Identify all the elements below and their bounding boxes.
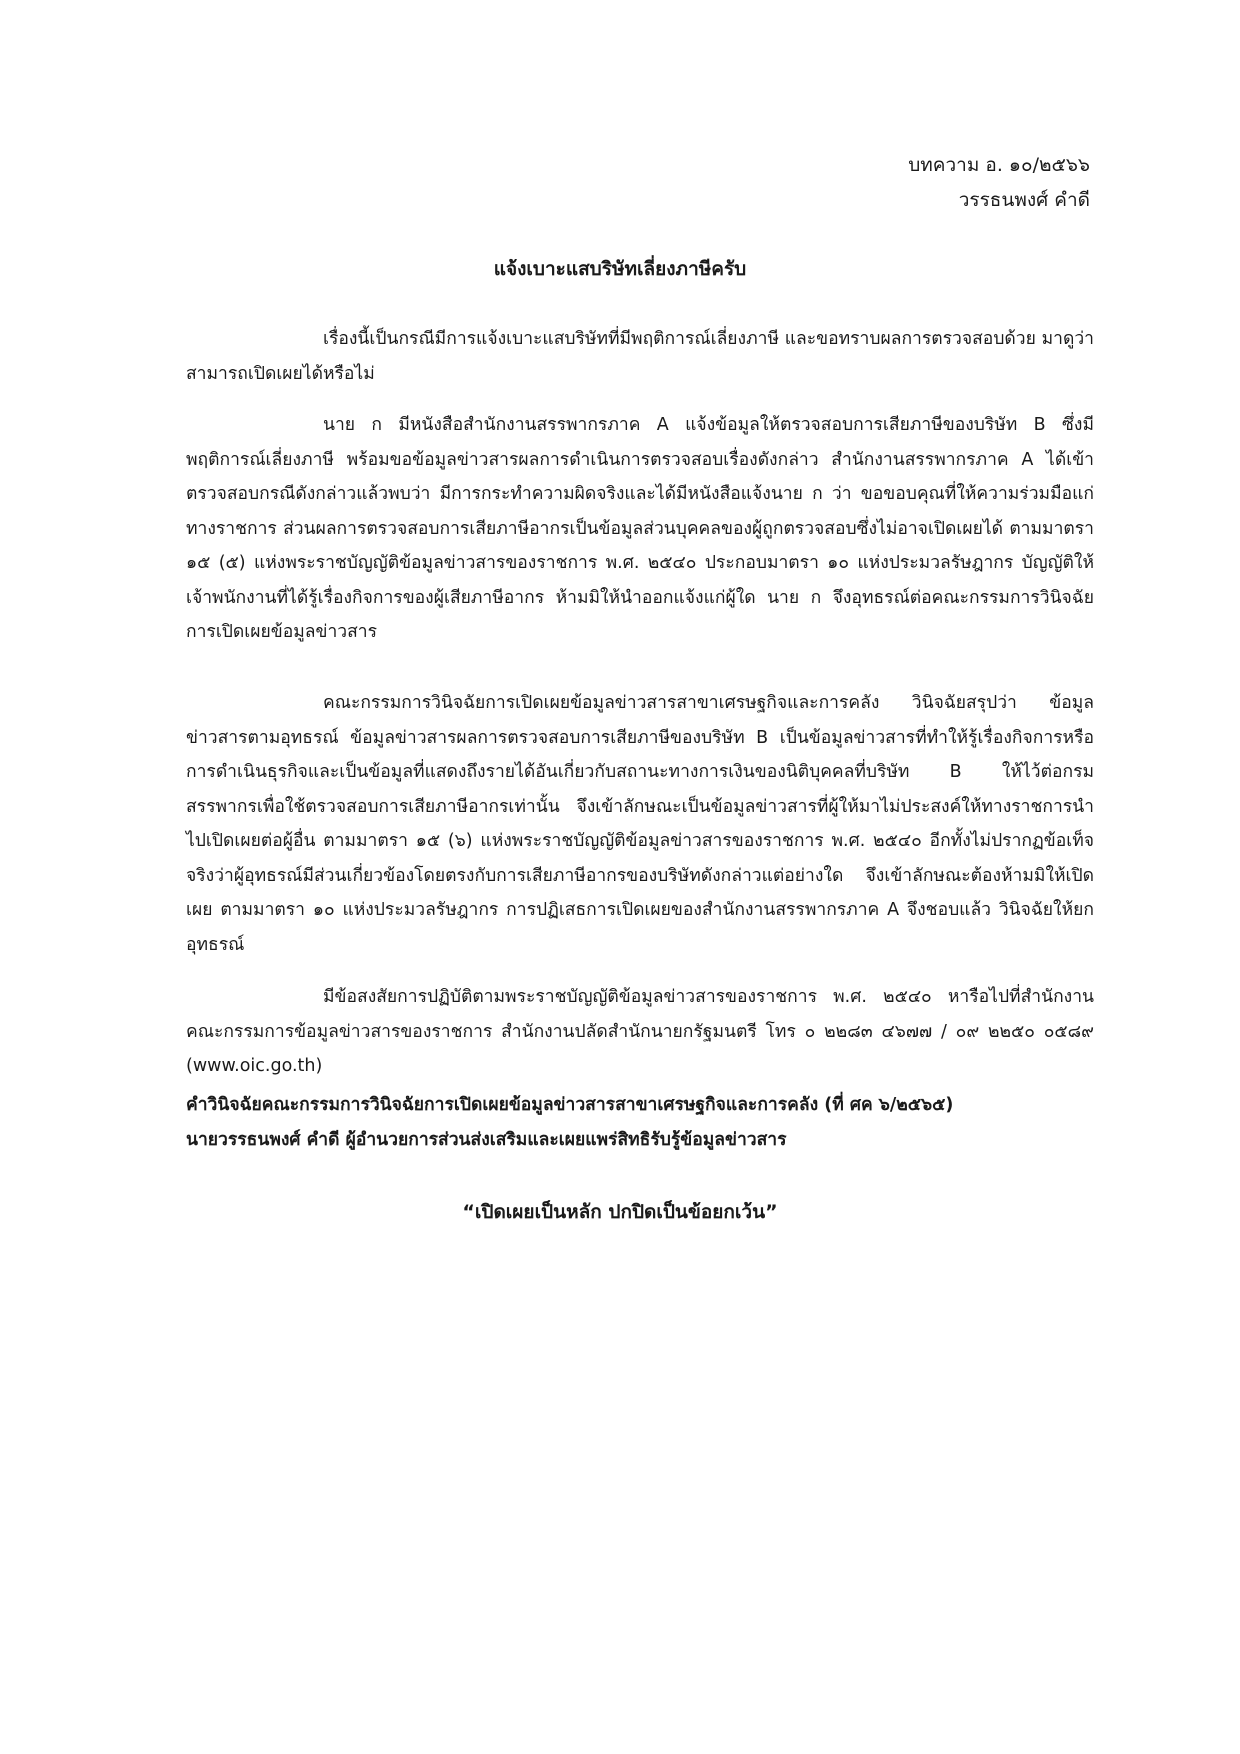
paragraph-contact	[186, 980, 1094, 1084]
paragraph-intro	[186, 322, 1094, 391]
paragraph-text: เรื่องนี้เป็นกรณีมีการแจ้งเบาะแสบริษัทที่มีพฤติการณ์เลี่ยงภาษี และขอทราบผลการตรวจสอบด้วย มาดูว่า สามารถเปิดเผยได้หรือไม่	[186, 329, 1094, 384]
verdict-author: นายวรรธนพงศ์ คำดี ผู้อำนวยการส่วนส่งเสริมและเผยแพร่สิทธิรับรู้ข้อมูลข่าวสาร	[186, 1130, 787, 1150]
document-header	[908, 148, 1090, 218]
author-name: วรรธนพงศ์ คำดี	[958, 189, 1090, 211]
paragraph-decision	[186, 686, 1094, 962]
paragraph-facts	[186, 408, 1094, 650]
slogan: “เปิดเผยเป็นหลัก ปกปิดเป็นข้อยกเว้น”	[462, 1201, 778, 1223]
document-title: แจ้งเบาะแสบริษัทเลี่ยงภาษีครับ	[493, 258, 747, 280]
article-reference: บทความ อ. ๑๐/๒๕๖๖	[908, 154, 1090, 176]
paragraph-text: นาย ก มีหนังสือสำนักงานสรรพากรภาค A แจ้งข้อมูลให้ตรวจสอบการเสียภาษีของบริษัท B ซึ่งมีพฤติการณ์เลี่ยงภาษี พร้อมขอข้อมูลข่าวสารผลการดำเนินการตรวจสอบเรื่องดังกล่าว สำนักงานสรรพากรภาค A ได้เข้าตรวจสอบกรณีดังกล่าวแล้วพบว่า มีการกระทำความผิดจริงและได้มีหนังสือแจ้งนาย ก ว่า ขอขอบคุณที่ให้ความร่วมมือแก่ทางราชการ ส่วนผลการตรวจสอบการเสียภาษีอากรเป็นข้อมูลส่วนบุคคลของผู้ถูกตรวจสอบซึ่งไม่อาจเปิดเผยได้ ตามมาตรา ๑๕ (๕) แห่งพระราชบัญญัติข้อมูลข่าวสารของราชการ พ.ศ. ๒๕๔๐ ประกอบมาตรา ๑๐ แห่งประมวลรัษฎากร บัญญัติให้เจ้าพนักงานที่ได้รู้เรื่องกิจการของผู้เสียภาษีอากร ห้ามมิให้นำออกแจ้งแก่ผู้ใด นาย ก จึงอุทธรณ์ต่อคณะกรรมการวินิจฉัยการเปิดเผยข้อมูลข่าวสาร	[186, 415, 1094, 642]
paragraph-text: มีข้อสงสัยการปฏิบัติตามพระราชบัญญัติข้อมูลข่าวสารของราชการ พ.ศ. ๒๕๔๐ หารือไปที่สำนักงานคณะกรรมการข้อมูลข่าวสารของราชการ สำนักงานปลัดสำนักนายกรัฐมนตรี โทร ๐ ๒๒๘๓ ๔๖๗๗ / ๐๙ ๒๒๕๐ ๐๕๘๙ (www.oic.go.th)	[186, 987, 1094, 1076]
verdict-reference: คำวินิจฉัยคณะกรรมการวินิจฉัยการเปิดเผยข้อมูลข่าวสารสาขาเศรษฐกิจและการคลัง (ที่ ศค ๖/๒๕๖๕)	[186, 1095, 954, 1115]
paragraph-text: คณะกรรมการวินิจฉัยการเปิดเผยข้อมูลข่าวสารสาขาเศรษฐกิจและการคลัง วินิจฉัยสรุปว่า ข้อมูลข่าวสารตามอุทธรณ์ ข้อมูลข่าวสารผลการตรวจสอบการเสียภาษีของบริษัท B เป็นข้อมูลข่าวสารที่ทำให้รู้เรื่องกิจการหรือการดำเนินธุรกิจและเป็นข้อมูลที่แสดงถึงรายได้อันเกี่ยวกับสถานะทางการเงินของนิติบุคคลที่บริษัท B ให้ไว้ต่อกรมสรรพากรเพื่อใช้ตรวจสอบการเสียภาษีอากรเท่านั้น จึงเข้าลักษณะเป็นข้อมูลข่าวสารที่ผู้ให้มาไม่ประสงค์ให้ทางราชการนำไปเปิดเผยต่อผู้อื่น ตามมาตรา ๑๕ (๖) แห่งพระราชบัญญัติข้อมูลข่าวสารของราชการ พ.ศ. ๒๕๔๐ อีกทั้งไม่ปรากฏข้อเท็จจริงว่าผู้อุทธรณ์มีส่วนเกี่ยวข้องโดยตรงกับการเสียภาษีอากรของบริษัทดังกล่าวแต่อย่างใด จึงเข้าลักษณะต้องห้ามมิให้เปิดเผย ตามมาตรา ๑๐ แห่งประมวลรัษฎากร การปฏิเสธการเปิดเผยของสำนักงานสรรพากรภาค A จึงชอบแล้ว วินิจฉัยให้ยกอุทธรณ์	[186, 693, 1094, 955]
